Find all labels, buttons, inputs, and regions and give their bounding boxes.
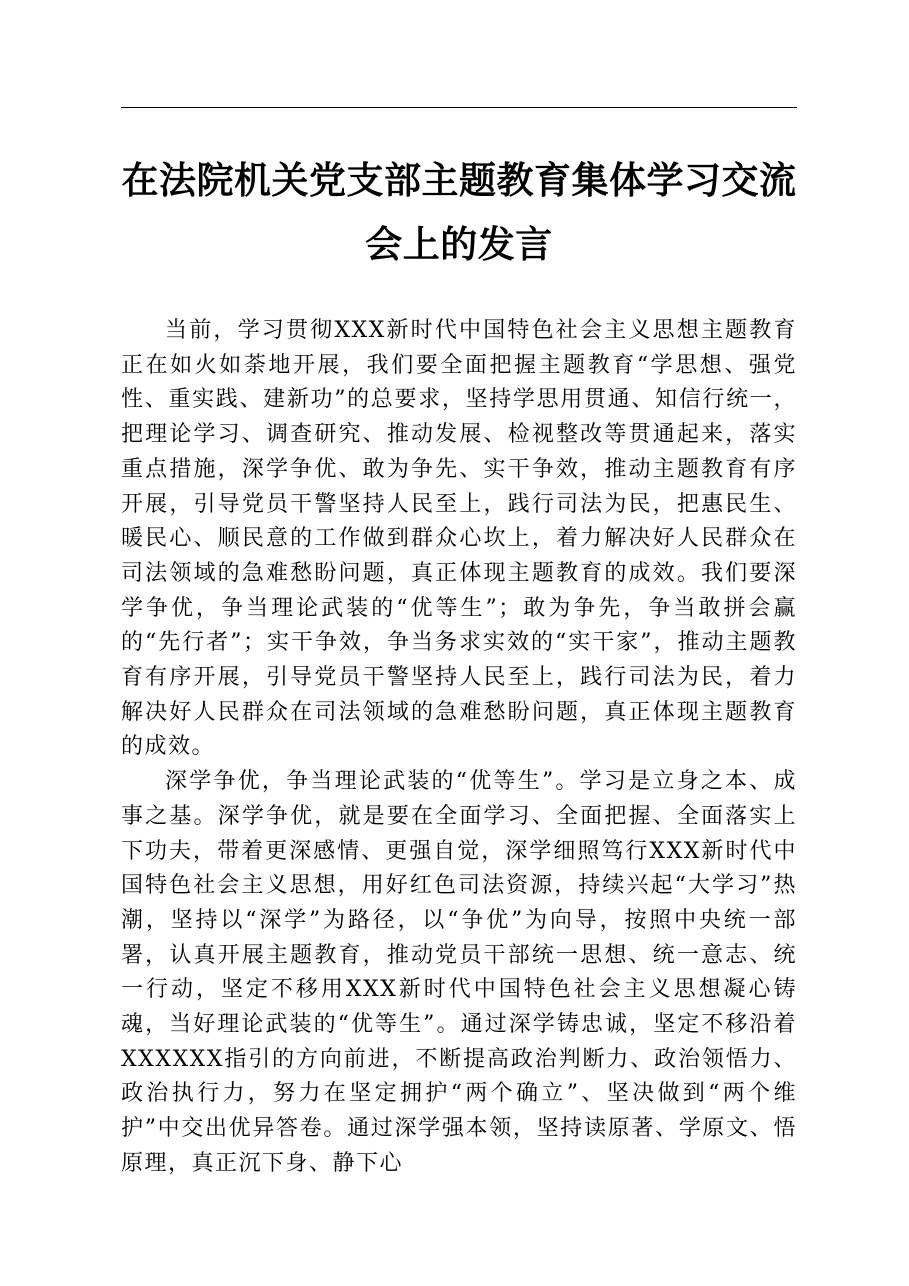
document-title: 在法院机关党支部主题教育集体学习交流会上的发言 xyxy=(121,158,797,266)
paragraph-2: 深学争优，争当理论武装的“优等生”。学习是立身之本、成事之基。深学争优，就是要在全面学习、全面把握、全面落实上下功夫，带着更深感情、更强自觉，深学细照笃行XXX新时代中国特色社会主义思想，用好红色司法资源，持续兴起“大学习”热潮，坚持以“深学”为路径，以“争优”为向导，按照中央统一部署，认真开展主题教育，推动党员干部统一思想、统一意志、统一行动，坚定不移用XXX新时代中国特色社会主义思想凝心铸魂，当好理论武装的“优等生”。通过深学铸忠诚，坚定不移沿着XXXXXX指引的方向前进，不断提高政治判断力、政治领悟力、政治执行力，努力在坚定拥护“两个确立”、坚决做到“两个维护”中交出优异答卷。通过深学强本领，坚持读原著、学原文、悟原理，真正沉下身、静下心 xyxy=(121,769,797,1176)
paragraph-1: 当前，学习贯彻XXX新时代中国特色社会主义思想主题教育正在如火如荼地开展，我们要全面把握主题教育“学思想、强党性、重实践、建新功”的总要求，坚持学思用贯通、知信行统一，把理论学习、调查研究、推动发展、检视整改等贯通起来，落实重点措施，深学争优、敢为争先、实干争效，推动主题教育有序开展，引导党员干警坚持人民至上，践行司法为民，把惠民生、暖民心、顺民意的工作做到群众心坎上，着力解决好人民群众在司法领域的急难愁盼问题，真正体现主题教育的成效。我们要深学争优，争当理论武装的“优等生”；敢为争先，争当敢拼会赢的“先行者”；实干争效，争当务求实效的“实干家”，推动主题教育有序开展，引导党员干警坚持人民至上，践行司法为民，着力解决好人民群众在司法领域的急难愁盼问题，真正体现主题教育的成效。 xyxy=(121,318,797,760)
document-body xyxy=(121,314,797,1182)
header-rule xyxy=(121,107,797,108)
